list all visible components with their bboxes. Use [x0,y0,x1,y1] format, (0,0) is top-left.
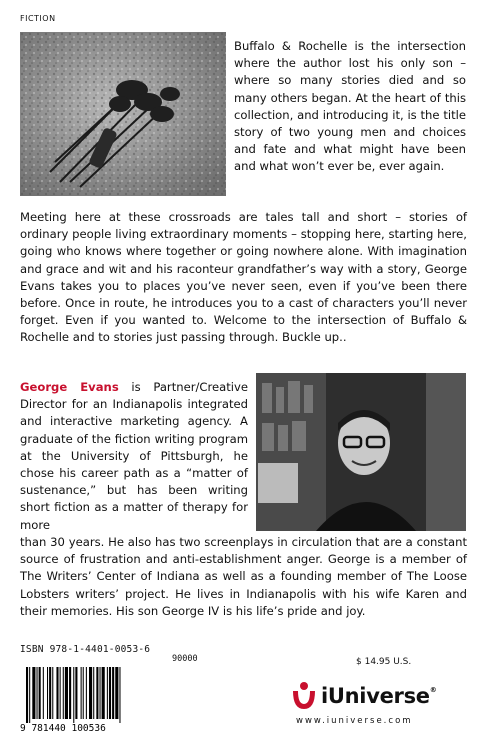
barcode-bar [26,667,28,723]
barcode-bar [102,667,105,719]
barcode-bar [115,667,118,719]
barcode-bar [65,667,68,719]
author-name: George Evans [20,380,119,394]
registered-mark-icon: ® [429,686,437,694]
author-bio-rest: than 30 years. He also has two screenplays in circulation that are a constant source of frustration and anti-establishment anger. George is a member of The Writers’ Center of Indiana as well as a founding member of The Loose Lobsters writers’ project. He lives in Indianapolis with his wife Karen and their memories. His son George IV is his life’s pride and joy. [20,535,467,618]
price-label: $ 14.95 U.S. [356,657,412,667]
barcode-bar [43,667,44,719]
barcode-bar [39,667,41,719]
barcode-bar [100,667,101,719]
barcode-bar [75,667,77,719]
barcode-bar [107,667,108,719]
isbn-text: ISBN 978-1-4401-0053-6 [20,644,151,655]
barcode-bar [49,667,51,719]
genre-label: FICTION [20,14,56,23]
publisher-name: iUniverse® [321,684,437,708]
barcode-bar [73,667,74,723]
barcode-bar [63,667,64,719]
publisher-logo [291,678,436,714]
barcode-bar [83,667,84,719]
barcode-bar [60,667,61,719]
author-portrait-image [256,373,466,531]
barcode-bar [119,667,120,723]
barcode-bar [86,667,87,719]
barcode-bar [56,667,58,719]
barcode-bar [81,667,82,719]
barcode-bar [37,667,38,719]
publisher-url: www.iuniverse.com [296,716,413,726]
gravel-flowers-image [20,32,226,196]
author-photo [256,373,466,531]
barcode-digits: 9 781440 100536 [20,723,106,733]
barcode-bar [93,667,94,719]
barcode-bar [112,667,114,719]
author-bio-lead [20,379,248,534]
isbn-barcode [20,655,170,733]
barcode-bar [32,667,35,719]
barcode-bar [109,667,111,719]
author-bio-lead-text: is Partner/Creative Director for an Indianapolis integrated and interactive marketing agency. A graduate of the fiction writing program at the University of Pittsburgh, he chose his career path as a “matter of sustenance,” but has been writing short fiction as a matter of therapy for more [20,380,248,532]
barcode-addon-text: 90000 [172,654,198,664]
barcode-bar [96,667,98,719]
cover-photo-roadside-flowers [20,32,226,196]
barcode-bar [89,667,92,719]
barcode-bar [69,667,71,719]
barcode-bar [47,667,48,719]
barcode-bar [52,667,53,719]
barcode-bar [29,667,30,723]
blurb-lead: Buffalo & Rochelle is the intersection where the author lost his only son – where so many stories died and so many others began. At the heart of this collection, and introducing it, is the title story of two young men and choices and fate and what might have been and what won’t ever be, ever again. [234,39,466,174]
iuniverse-swoosh-icon [291,681,317,711]
blurb-rest: Meeting here at these crossroads are tales tall and short – stories of ordinary people living extraordinary moments – stopping here, starting here, going who knows where together or going nowhere alone. With imagination and grace and wit and his raconteur grandfather’s way with a story, George Evans takes you to places you’ve never seen, even if you’ve been there before. Once in route, he introduces you to a cast of characters you’ll never forget. Even if you wanted to. Welcome to the intersection of Buffalo & Rochelle and to stories just passing through. Buckle up.. [20,210,467,345]
